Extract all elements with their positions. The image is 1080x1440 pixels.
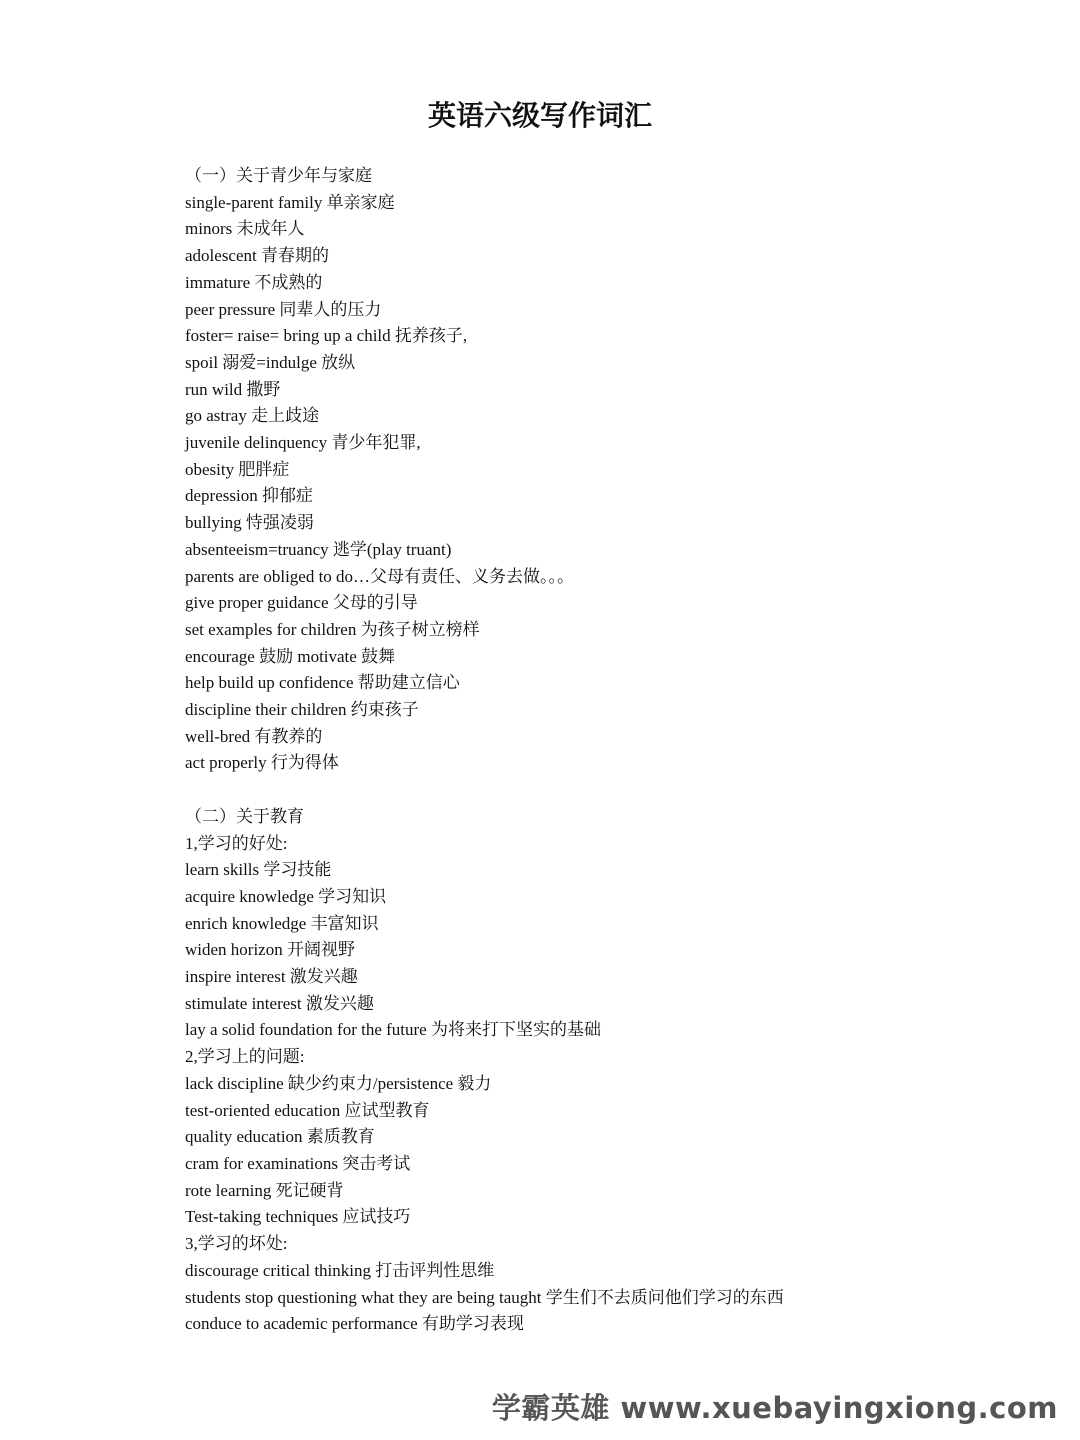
vocab-line: students stop questioning what they are being taught 学生们不去质问他们学习的东西 — [185, 1287, 784, 1307]
vocab-line: inspire interest 激发兴趣 — [185, 967, 358, 987]
vocab-line: quality education 素质教育 — [185, 1127, 375, 1147]
vocab-line: help build up confidence 帮助建立信心 — [185, 673, 460, 693]
vocab-line: lack discipline 缺少约束力/persistence 毅力 — [185, 1073, 492, 1093]
vocab-line: obesity 肥胖症 — [185, 459, 290, 479]
document-body — [185, 163, 1045, 1338]
vocab-line: foster= raise= bring up a child 抚养孩子, — [185, 326, 468, 346]
vocab-line: conduce to academic performance 有助学习表现 — [185, 1314, 524, 1334]
vocab-line: Test-taking techniques 应试技巧 — [185, 1207, 411, 1227]
page-title: 英语六级写作词汇 — [427, 99, 652, 132]
vocab-line: spoil 溺爱=indulge 放纵 — [185, 352, 356, 372]
vocab-line: juvenile delinquency 青少年犯罪, — [185, 433, 421, 453]
section-education — [185, 804, 1045, 1338]
vocab-line: bullying 恃强凌弱 — [185, 513, 314, 533]
section-heading: （一）关于青少年与家庭 — [185, 166, 372, 185]
vocab-line: peer pressure 同辈人的压力 — [185, 299, 382, 319]
vocab-line: well-bred 有教养的 — [185, 726, 323, 746]
vocab-line: parents are obliged to do…父母有责任、义务去做。。。 — [185, 566, 575, 586]
vocab-line: act properly 行为得体 — [185, 753, 339, 773]
vocab-line: minors 未成年人 — [185, 219, 305, 239]
sub-heading-problems: 2,学习上的问题: — [185, 1047, 305, 1067]
vocab-line: discourage critical thinking 打击评判性思维 — [185, 1260, 495, 1280]
vocab-line: give proper guidance 父母的引导 — [185, 593, 418, 613]
sub-heading-benefits: 1,学习的好处: — [185, 833, 288, 853]
vocab-line: immature 不成熟的 — [185, 272, 323, 292]
vocab-line: run wild 撒野 — [185, 379, 281, 399]
vocab-line: go astray 走上歧途 — [185, 406, 320, 426]
vocab-line: learn skills 学习技能 — [185, 860, 332, 880]
sub-heading-drawbacks: 3,学习的坏处: — [185, 1234, 288, 1254]
vocab-line: stimulate interest 激发兴趣 — [185, 993, 374, 1013]
vocab-line: enrich knowledge 丰富知识 — [185, 913, 379, 933]
section-youth-family — [185, 163, 1045, 777]
vocab-line: adolescent 青春期的 — [185, 246, 329, 266]
vocab-line: absenteeism=truancy 逃学(play truant) — [185, 539, 452, 559]
vocab-line: encourage 鼓励 motivate 鼓舞 — [185, 646, 396, 666]
vocab-line: lay a solid foundation for the future 为将来打下坚实的基础 — [185, 1020, 601, 1040]
vocab-line: cram for examinations 突击考试 — [185, 1154, 411, 1173]
vocab-line: test-oriented education 应试型教育 — [185, 1100, 430, 1120]
vocab-line: rote learning 死记硬背 — [185, 1180, 344, 1200]
vocab-line: acquire knowledge 学习知识 — [185, 886, 387, 906]
vocab-line: depression 抑郁症 — [185, 486, 313, 506]
vocab-line: set examples for children 为孩子树立榜样 — [185, 619, 480, 639]
vocab-line: discipline their children 约束孩子 — [185, 700, 419, 720]
site-watermark: 学霸英雄 www.xuebayingxiong.com — [491, 1391, 1058, 1425]
vocab-line: single-parent family 单亲家庭 — [185, 192, 395, 212]
section-heading: （二）关于教育 — [185, 806, 304, 826]
vocab-line: widen horizon 开阔视野 — [185, 940, 355, 960]
